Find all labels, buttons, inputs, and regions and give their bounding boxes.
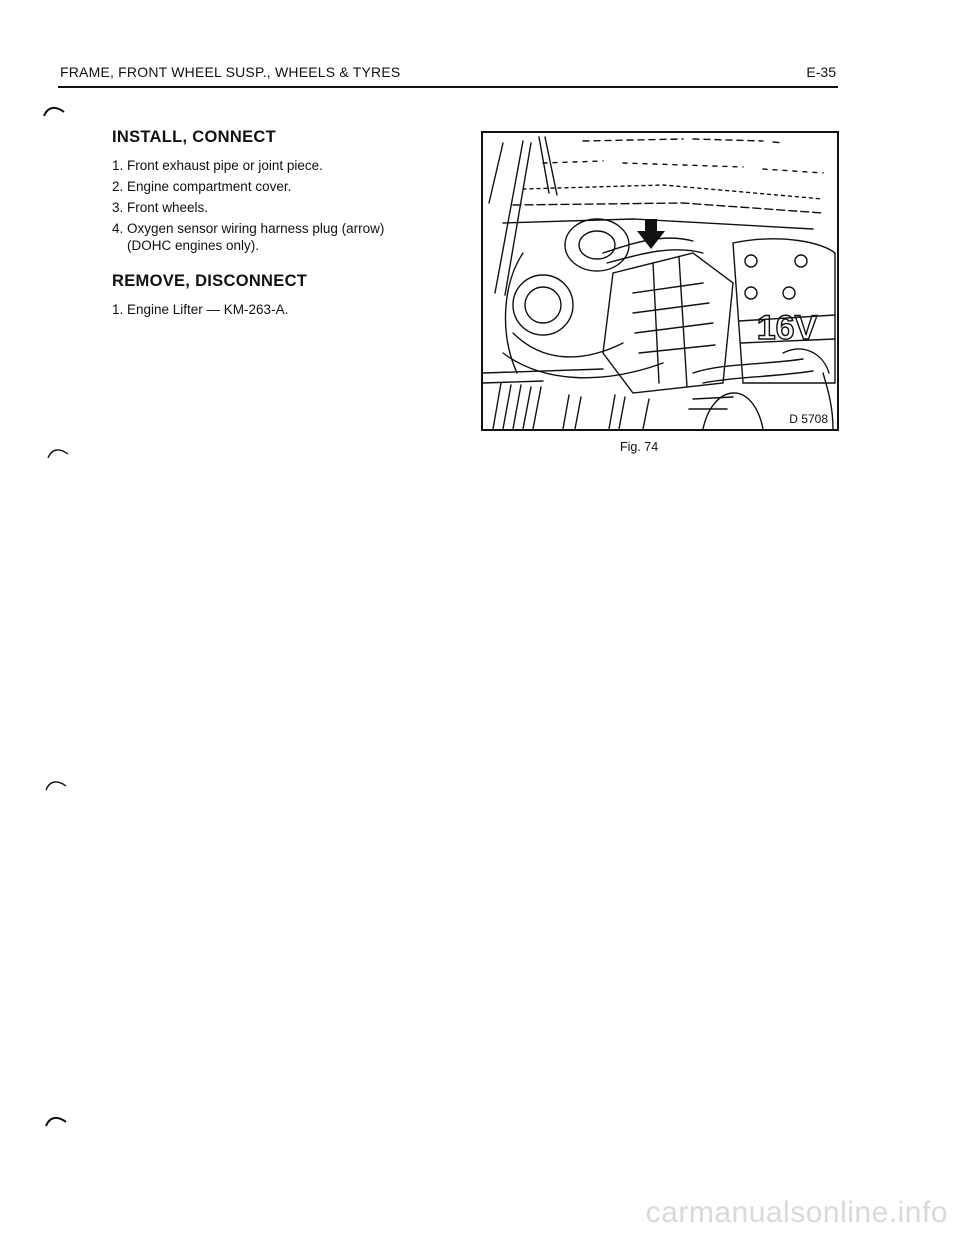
- engine-bay-illustration: [481, 131, 839, 431]
- page-header: [58, 62, 838, 88]
- list-item: [112, 178, 412, 195]
- step-text: Engine compartment cover.: [127, 179, 292, 194]
- margin-mark: [44, 778, 68, 792]
- section-title: FRAME, FRONT WHEEL SUSP., WHEELS & TYRES: [60, 64, 401, 80]
- figure-caption: Fig. 74: [620, 440, 659, 454]
- step-number: 2.: [112, 179, 124, 194]
- step-number: 1.: [112, 158, 124, 173]
- step-number: 1.: [112, 302, 124, 317]
- step-text: Front wheels.: [127, 200, 209, 215]
- remove-steps: [112, 301, 412, 318]
- list-item: [112, 220, 412, 254]
- margin-mark: [44, 1114, 68, 1128]
- step-number: 3.: [112, 200, 124, 215]
- page-number: E-35: [806, 64, 836, 80]
- figure-code: D 5708: [786, 412, 831, 426]
- instructions-column: [112, 128, 412, 336]
- list-item: [112, 157, 412, 174]
- list-item: [112, 301, 412, 318]
- step-text: Engine Lifter — KM-263-A.: [127, 302, 289, 317]
- install-steps: [112, 157, 412, 254]
- install-heading: INSTALL, CONNECT: [112, 128, 276, 146]
- engine-bay-drawing: [483, 133, 837, 429]
- remove-heading: REMOVE, DISCONNECT: [112, 272, 308, 290]
- watermark-text: carmanualsonline.info: [645, 1196, 948, 1229]
- arrow-down-icon: [637, 219, 665, 249]
- step-text: Front exhaust pipe or joint piece.: [127, 158, 323, 173]
- margin-mark: [46, 446, 70, 460]
- list-item: [112, 199, 412, 216]
- step-number: 4.: [112, 221, 124, 236]
- margin-mark: [42, 104, 66, 118]
- step-text: Oxygen sensor wiring harness plug (arrow) (DOHC engines only).: [127, 221, 385, 253]
- engine-label: 16V: [756, 309, 818, 347]
